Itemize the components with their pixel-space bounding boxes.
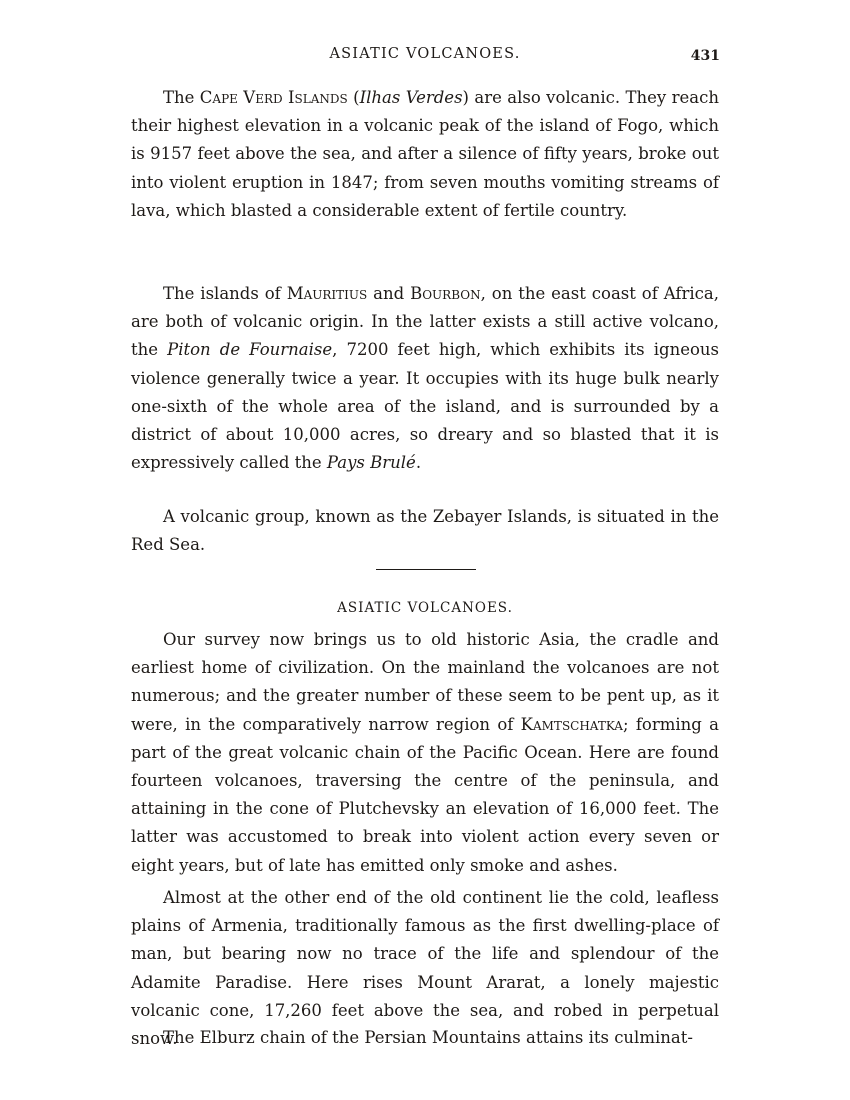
italic-term: Piton de Fournaise: [167, 340, 333, 360]
running-head: ASIATIC VOLCANOES.: [329, 46, 521, 62]
paragraph-cape-verd: The Cape Verd Islands (Ilhas Verdes) are also volcanic. They reach their highest elevation in a volcanic peak of the island of Fogo, which is 9157 feet above the sea, and after a silence of fifty years, broke out into violent eruption in 1847; from seven mouths vomiting streams of lava, which blasted a considerable extent of fertile country.: [131, 88, 719, 220]
place-name: Cape Verd Islands: [199, 88, 348, 107]
paragraph-elburz: The Elburz chain of the Persian Mountains attains its culminat-: [163, 1028, 693, 1047]
place-name: Bourbon: [410, 284, 481, 303]
paragraph-zebayer: A volcanic group, known as the Zebayer Islands, is situated in the Red Sea.: [131, 507, 719, 555]
section-heading: ASIATIC VOLCANOES.: [337, 600, 513, 616]
section-divider: [376, 569, 476, 570]
italic-term: Ilhas Verdes: [359, 88, 463, 107]
paragraph-mauritius-bourbon: The islands of Mauritius and Bourbon, on the east coast of Africa, are both of volcanic origin. In the latter exists a still active volcano, the Piton de Fournaise, 7200 feet high, which exhibits its igneous violence generally twice a year. It occupies with its huge bulk nearly one-sixth of the whole area of the island, and is surrounded by a district of about 10,000 acres, so dreary and so blasted that it is expressively called the Pays Brulé.: [131, 284, 719, 473]
place-name: Kamtschatka: [520, 714, 623, 734]
paragraph-armenia-ararat: Almost at the other end of the old continent lie the cold, leafless plains of Armenia, traditionally famous as the first dwelling-place of man, but bearing now no trace of the life and splendour of the Adamite Paradise. Here rises Mount Ararat, a lonely majestic volcanic cone, 17,260 feet above the sea, and robed in perpetual snow.: [131, 888, 719, 1049]
italic-term: Pays Brulé: [326, 453, 416, 473]
paragraph-asia-survey: Our survey now brings us to old historic Asia, the cradle and earliest home of civilization. On the mainland the volcanoes are not numerous; and the greater number of these seem to be pent up, as it were, in the comparatively narrow region of Kamtschatka; forming a part of the great volcanic chain of the Pacific Ocean. Here are found fourteen volcanoes, traversing the centre of the peninsula, and attaining in the cone of Plutchevsky an elevation of 16,000 feet. The latter was accustomed to break into violent action every seven or eight years, but of late has emitted only smoke and ashes.: [131, 630, 719, 875]
page-number: 431: [690, 48, 720, 64]
place-name: Mauritius: [286, 284, 368, 303]
